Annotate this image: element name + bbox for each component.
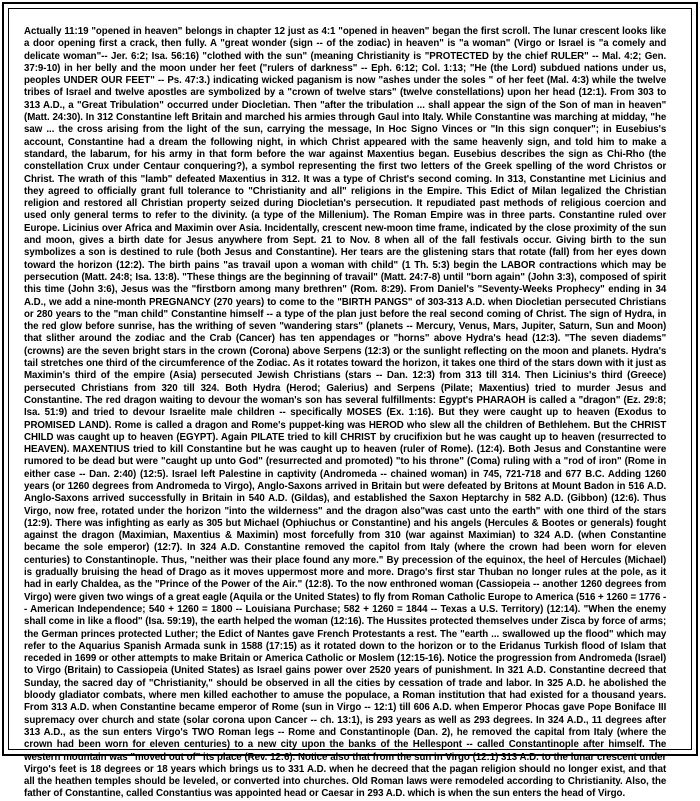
body-paragraph: Actually 11:19 "opened in heaven" belongs in chapter 12 just as 4:1 "opened in heaven" began the first scroll. The lunar crescent looks like a door opening first a crack, then fully. A "great wonder (sign -- of the zodiac) in heaven" is "a woman" (Virgo or Israel is "a comely and delicate woman"-- Jer. 6:2; Isa. 56:16) "clothed with the sun" (meaning Christianity is "PROTECTED by the chief RULER" -- Mal. 4:2; Gen. 37:9-10) in her belly and the moon under her feet ("rulers of darkness" -- Eph. 6:12; Col. 1:13; "He (the Lord) subdued nations under us, peoples UNDER OUR FEET" -- Ps. 47:3.) indicating wicked paganism is now "ashes under the soles " of her feet (Mal. 4:3) while the twelve tribes of Israel and twelve apostles are symbolized by a "crown of twelve stars" (twelve constellations) upon her head (12:1). From 303 to 313 A.D., a "Great Tribulation" occurred under Diocletian. Then "after the tribulation ... shall appear the sign of the Son of man in heaven" (Matt. 24:30). In 312 Constantine left Britain and marched his armies through Gaul into Italy. While Constantine was marching at midday, "he saw ... the cross arising from the light of the sun, carrying the message, In Hoc Signo Vinces or "In this sign conquer"; in Eusebius's account, Constantine had a dream the following night, in which Christ appeared with the same heavenly sign, and told him to make a standard, the labarum, for his army in that form before the war against Maxentius began. Eusebius describes the sign as Chi-Rho (the constellation Crux under Centaur conquering?), a symbol representing the first two letters of the Greek spelling of the word Christos or Christ. The wrath of this "lamb" defeated Maxentius in 312. It was a type of Christ's second coming. In 313, Constantine met Licinius and they agreed to officially grant full tolerance to "Christianity and all" religions in the Empire. This Edict of Milan legalized the Christian religion and restored all Christian property seized during Diocletian's persecution. It repudiated past methods of religious coercion and used only general terms to refer to the divinity. (a type of the Millenium). The Roman Empire was in three parts. Constantine ruled over Europe. Licinius over Africa and Maximin over Asia. Incidentally, crescent new-moon time frame, indicated by the close proximity of the sun and moon, gives a birth date for Jesus anywhere from Sept. 21 to Nov. 8 when all of the fall festivals occur. Giving birth to the sun symbolizes a son is destined to rule (both Jesus and Constantine). Her tears are the glistening stars that rotate (fall) from her eyes down toward the horizon (12:2). The birth pains "as travail upon a woman with child" (1 Th. 5:3) begin the LABOR contractions which may be persecution (Matt. 24:8; Isa. 13:8). "These things are the beginning of travail" (Matt. 24:7-8) until "born again" (John 3:3), composed of spirit this time (John 3:6), Jesus was the "firstborn among many brethren" (Rom. 8:29). From Daniel's "Seventy-Weeks Prophecy" ending in 34 A.D., we add a nine-month PREGNANCY (270 years) to come to the "BIRTH PANGS" of 303-313 A.D. when Diocletian persecuted Christians or 280 years to the "man child" Constantine himself -- a type of the plan just before the real second coming of Christ. The sign of Hydra, in the red glow before sunrise, has the writhing of seven "wandering stars" (planets -- Mercury, Venus, Mars, Jupiter, Saturn, Sun and Moon) that slither around the zodiac and the Crab (Cancer) has ten appendages or "horns" above Hydra's head (12:3). "The seven diadems" (crowns) are the seven bright stars in the crown (Corona) above Serpens (12:3) or the sunlight reflecting on the moon and planets. Hydra's tail stretches one third of the circumference of the Zodiac. As it rotates toward the horizon, it takes one third of the stars down with it just as Maximin's third of the empire (Asia) persecuted Jewish Christians (stars -- Dan. 12:3) from 313 till 314. Then Licinius's third (Greece) persecuted Christians from 320 till 324. Both Hydra (Herod; Galerius) and Serpens (Pilate; Maxentius) tried to murder Jesus and Constantine. The red dragon waiting to devour the woman's son has several fulfillments: Egypt's PHARAOH is called a "dragon" (Ez. 29:8; Isa. 51:9) and tried to devour Israelite male children -- specifically MOSES (Ex. 1:16). But they were caught up to heaven (Exodus to PROMISED LAND). Rome is called a dragon and Rome's puppet-king was HEROD who slew all the children of Bethlehem. But the CHRIST CHILD was caught up to heaven (EGYPT). Again PILATE tried to kill CHRIST by crucifixion but he was caught up to heaven (resurrected to HEAVEN). MAXENTIUS tried to kill Constantine but he was caught up to heaven (ruler of Rome). (12:4). Both Jesus and Constantine were rumored to be dead but were "caught up unto God" (resurrected and promoted) "to his throne" (Coma) ruling with a "rod of iron" (Rome in either case -- Dan. 2:40) (12:5). Israel left Palestine in captivity (Andromeda -- chained woman) in 745, 721-718 and 677 B.C. Adding 1260 years (or 1260 degrees from Andromeda to Virgo), Anglo-Saxons arrived in Britain but were defeated by Britons at Mount Badon in 516 A.D. Anglo-Saxons arrived successfully in Britain in 540 A.D. (Gildas), and established the Saxon Heptarchy in 582 A.D. (Gibbon) (12:6). Thus Virgo, now free, rotated under the horizon "into the wilderness" and the dragon also"was cast unto the earth" with one third of the stars (12:9). There was infighting as early as 305 but Michael (Ophiuchus or Constantine) and his angels (Hercules & Bootes or generals) fought against the dragon (Maximian, Maxentius & Maximin) most forcefully from 310 (war against Maximian) to 324 A.D. (when Constantine became the sole emperor) (12:7). In 324 A.D. Constantine removed the capitol from Italy (where the crown had been worn for eleven centuries) to Constantinople. Thus, "neither was their place found any more." By precession of the equinox, the heel of Hercules (Michael) is gradually bruising the head of Drago as it moves uppermost more and more. Drago's first star Thuban no longer rules at the pole, as it had in early Chaldea, as the "Prince of the Power of the Air." (12:8). To the now enthroned woman (Cassiopeia -- another 1260 degrees from Virgo) were given two wings of a great eagle (Aquila or the United States) to fly from Roman Catholic Europe to America (516 + 1260 = 1776 -- American Independence; 540 + 1260 = 1800 -- Louisiana Purchase; 582 + 1260 = 1844 -- Texas a U.S. Territory) (12:14). "When the enemy shall come in like a flood" (Isa. 59:19), the earth helped the woman (12:16). The Hussites protected themselves under Zisca by force of arms; the German princes protected Luther; the Edict of Nantes gave French Protestants a rest. The "earth ... swallowed up the flood" which may refer to the Aquarius Spanish Armada sunk in 1588 (17:15) as it rotated down to the horizon or to the Eridanus Turkish flood of Islam that receded in 1699 or other attempts to make Britain or America Catholic or Moslem (12:15-16). Notice the progression from Andromeda (Israel) to Virgo (Britain) to Cassiopeia (United States) as Israel gains power over 2520 years of punishment. In 321 A.D. Constantine decreed that Sunday, the sacred day of "Christianity," should be observed in all the cities by cessation of trade and labor. In 325 A.D. he abolished the bloody gladiator combats, where men killed eachother to amuse the populace, a Roman institution that had existed for a thousand years. From 313 A.D. when Constantine became emperor of Rome (sun in Virgo -- 12:1) till 606 A.D. when Emperor Phocas gave Pope Boniface III supremacy over church and state (solar corona upon Cancer -- ch. 13:1), is 293 years as well as 293 degrees. In 324 A.D., 11 degrees after 313 A.D., as the sun enters Virgo's TWO Roman legs -- Rome and Constantinople (Dan. 2), he removed the capital from Italy (where the crown had been worn for eleven centuries) to a new city upon the banks of the Hellespont -- called Constantinople after himself. The western mountain was "moved out of" its place (Rev. 12:6). Notice also that from the sun in Virgo (12:1) 313 A.D. to the lunar crescent under Virgo's feet is 18 degrees or 18 years which brings us to 331 A.D. when he decreed that the pagan religion should no longer exist, and that all the heathen temples should be leveled, or converted into churches. Old Roman laws were remodeled according to Christianity. Also, the father of Constantine, called Constantius was appointed head or Caesar in 293 A.D. which is when the sun enters the head of Virgo. <box>24 26 667 800</box>
